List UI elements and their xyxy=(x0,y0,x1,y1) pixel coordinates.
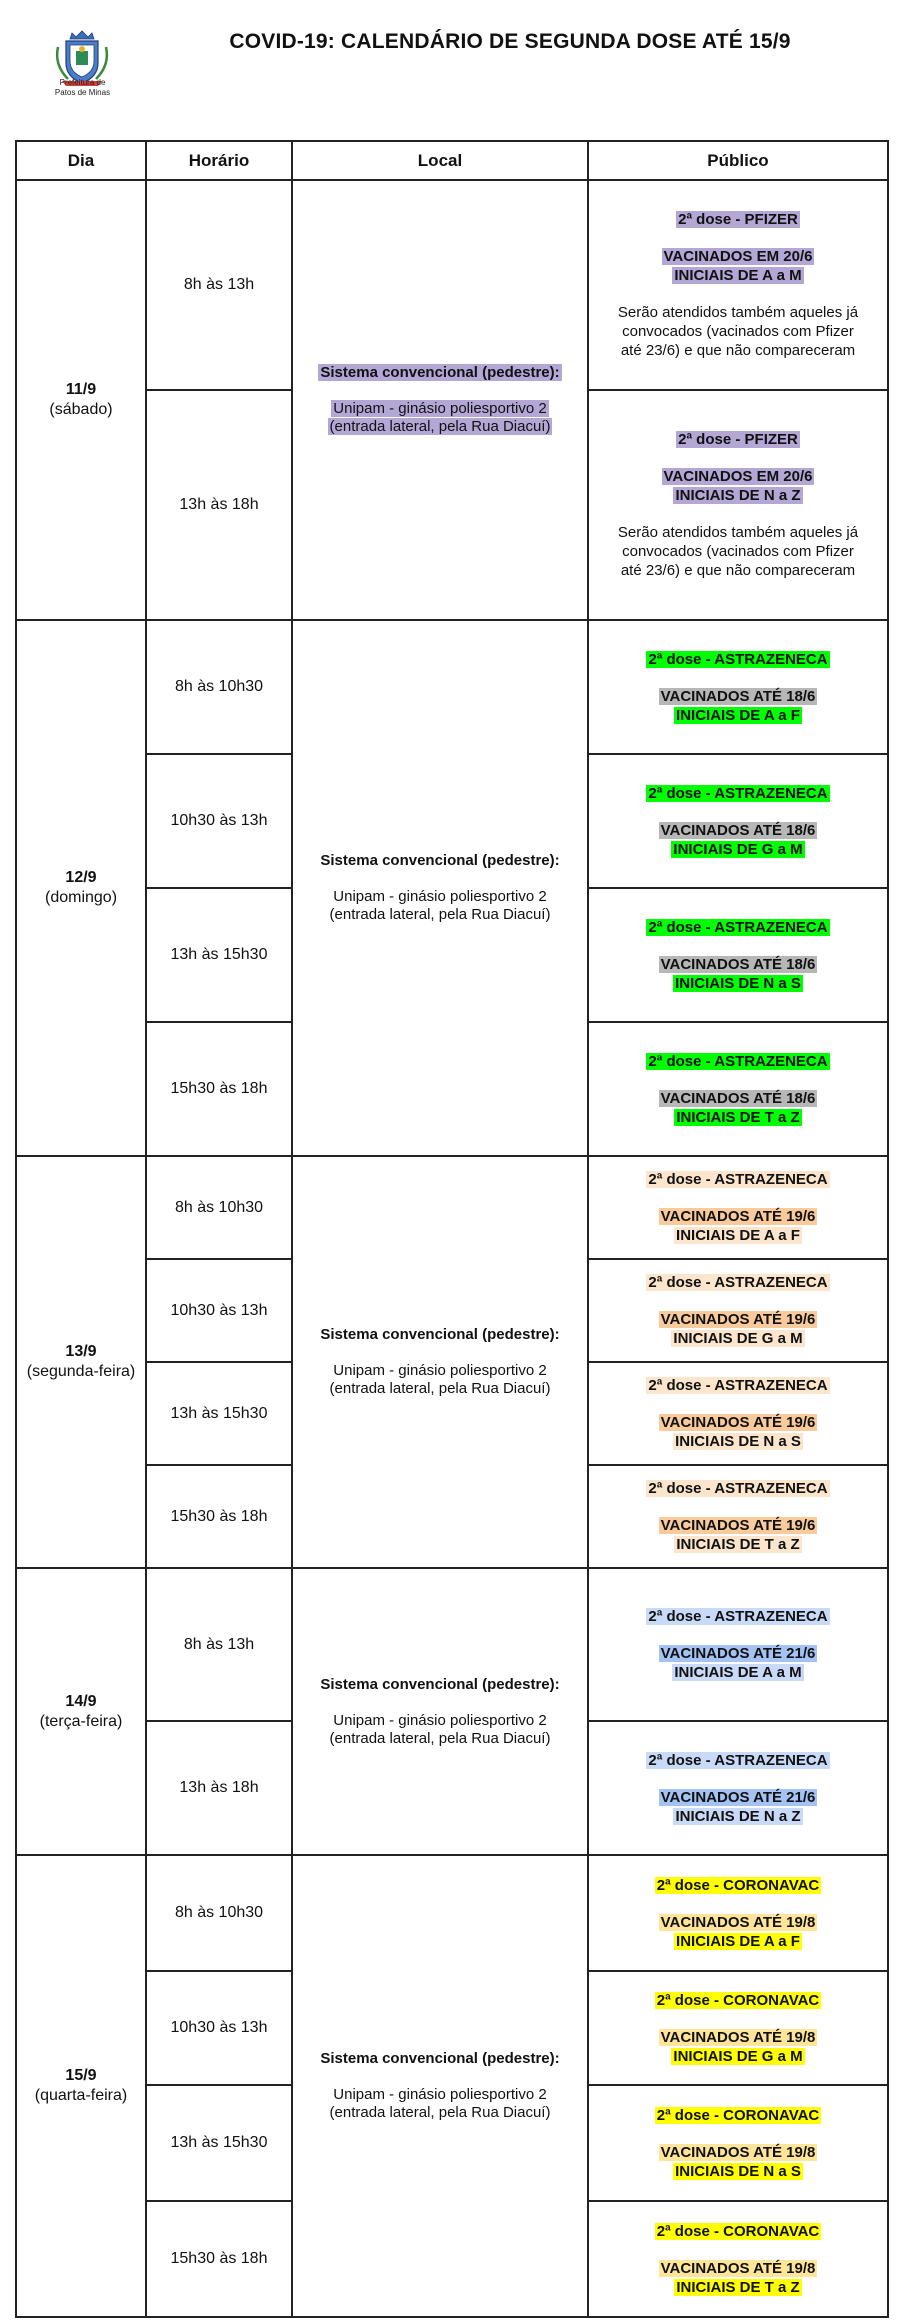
initials-label: INICIAIS DE N a Z xyxy=(675,1807,801,1825)
initials-label: INICIAIS DE G a M xyxy=(673,840,803,858)
location-title: Sistema convencional (pedestre): xyxy=(320,852,560,869)
day-date: 15/9 xyxy=(65,2067,97,2084)
initials-label: INICIAIS DE N a S xyxy=(675,1433,801,1450)
page-title: COVID-19: CALENDÁRIO DE SEGUNDA DOSE ATÉ 15/9 xyxy=(229,30,791,53)
audience-cell xyxy=(588,1259,888,1362)
location-title: Sistema convencional (pedestre): xyxy=(320,1675,560,1693)
day-weekday: (terça-feira) xyxy=(39,1712,123,1730)
dose-label: 2ª dose - CORONAVAC xyxy=(656,1876,820,1894)
audience-cell xyxy=(588,754,888,888)
time-cell: 8h às 13h xyxy=(146,180,292,390)
dose-label: 2ª dose - ASTRAZENECA xyxy=(648,1608,828,1625)
location-title: Sistema convencional (pedestre): xyxy=(320,2050,560,2067)
audience-cell xyxy=(588,1156,888,1259)
time-cell: 15h30 às 18h xyxy=(146,1022,292,1156)
dose-label: 2ª dose - ASTRAZENECA xyxy=(648,1377,828,1394)
day-cell xyxy=(16,1855,146,2317)
vaccinated-label: VACINADOS ATÉ 19/8 xyxy=(660,2143,816,2161)
dose-label: 2ª dose - PFIZER xyxy=(678,211,798,228)
location-line: Unipam - ginásio poliesportivo 2 xyxy=(333,400,547,417)
audience-cell xyxy=(588,1855,888,1971)
initials-label: INICIAIS DE G a M xyxy=(673,2047,803,2065)
initials-label: INICIAIS DE T a Z xyxy=(676,2278,800,2296)
day-cell xyxy=(16,180,146,620)
day-weekday: (sábado) xyxy=(49,401,113,418)
location-cell xyxy=(292,1156,588,1568)
vaccinated-label: VACINADOS ATÉ 18/6 xyxy=(660,821,816,839)
column-header-local: Local xyxy=(292,141,588,180)
table-row xyxy=(16,620,888,754)
location-line: Unipam - ginásio poliesportivo 2 xyxy=(333,888,547,905)
time-cell: 8h às 10h30 xyxy=(146,1855,292,1971)
location-line: (entrada lateral, pela Rua Diacuí) xyxy=(329,2104,551,2121)
initials-label: INICIAIS DE G a M xyxy=(673,1330,803,1347)
location-title: Sistema convencional (pedestre): xyxy=(320,364,560,381)
time-cell: 13h às 15h30 xyxy=(146,2085,292,2201)
initials-label: INICIAIS DE A a M xyxy=(674,267,802,284)
time-cell: 8h às 10h30 xyxy=(146,620,292,754)
time-cell: 13h às 15h30 xyxy=(146,1362,292,1465)
initials-label: INICIAIS DE T a Z xyxy=(676,1108,800,1126)
time-cell: 15h30 às 18h xyxy=(146,1465,292,1568)
day-date: 13/9 xyxy=(65,1343,97,1360)
location-cell xyxy=(292,180,588,620)
vaccinated-label: VACINADOS ATÉ 19/6 xyxy=(660,1414,816,1431)
location-line: (entrada lateral, pela Rua Diacuí) xyxy=(329,418,551,435)
day-weekday: (domingo) xyxy=(44,889,118,906)
initials-label: INICIAIS DE A a M xyxy=(674,1664,802,1681)
dose-label: 2ª dose - ASTRAZENECA xyxy=(648,784,828,802)
audience-cell xyxy=(588,390,888,620)
time-cell: 10h30 às 13h xyxy=(146,1971,292,2085)
dose-label: 2ª dose - CORONAVAC xyxy=(656,2222,820,2240)
audience-cell xyxy=(588,888,888,1022)
location-line: (entrada lateral, pela Rua Diacuí) xyxy=(329,1729,551,1747)
dose-label: 2ª dose - CORONAVAC xyxy=(656,2106,820,2124)
time-cell: 13h às 18h xyxy=(146,1721,292,1855)
day-cell xyxy=(16,1156,146,1568)
vaccinated-label: VACINADOS ATÉ 19/6 xyxy=(660,1208,816,1225)
dose-label: 2ª dose - ASTRAZENECA xyxy=(648,1052,828,1070)
vaccinated-label: VACINADOS ATÉ 19/8 xyxy=(660,2028,816,2046)
initials-label: INICIAIS DE N a S xyxy=(675,974,801,992)
time-cell: 10h30 às 13h xyxy=(146,1259,292,1362)
day-date: 12/9 xyxy=(65,869,97,886)
location-title: Sistema convencional (pedestre): xyxy=(320,1326,560,1343)
vaccinated-label: VACINADOS ATÉ 18/6 xyxy=(660,1089,816,1107)
vaccinated-label: VACINADOS ATÉ 21/6 xyxy=(660,1788,816,1806)
audience-cell xyxy=(588,1568,888,1721)
dose-label: 2ª dose - PFIZER xyxy=(678,431,798,448)
audience-cell xyxy=(588,1971,888,2085)
vaccinated-label: VACINADOS ATÉ 19/6 xyxy=(660,1517,816,1534)
audience-cell xyxy=(588,620,888,754)
location-line: Unipam - ginásio poliesportivo 2 xyxy=(333,2086,547,2103)
location-line: (entrada lateral, pela Rua Diacuí) xyxy=(329,906,551,923)
time-cell: 10h30 às 13h xyxy=(146,754,292,888)
audience-cell xyxy=(588,180,888,390)
dose-label: 2ª dose - ASTRAZENECA xyxy=(648,918,828,936)
page-header xyxy=(0,0,907,130)
schedule-table xyxy=(15,140,889,2318)
time-cell: 8h às 13h xyxy=(146,1568,292,1721)
vaccinated-label: VACINADOS EM 20/6 xyxy=(663,248,813,265)
vaccinated-label: VACINADOS ATÉ 21/6 xyxy=(660,1645,816,1662)
initials-label: INICIAIS DE N a Z xyxy=(675,487,801,504)
audience-cell xyxy=(588,1465,888,1568)
table-header-row xyxy=(16,141,888,180)
note-line: convocados (vacinados com Pfizer xyxy=(622,543,854,560)
initials-label: INICIAIS DE A a F xyxy=(676,1932,800,1950)
logo-caption: Prefeitura de Patos de Minas xyxy=(54,78,111,97)
location-line: Unipam - ginásio poliesportivo 2 xyxy=(333,1711,547,1729)
note-line: convocados (vacinados com Pfizer xyxy=(622,323,854,340)
dose-label: 2ª dose - ASTRAZENECA xyxy=(648,650,828,668)
schedule-body xyxy=(16,180,888,2317)
audience-cell xyxy=(588,1721,888,1855)
dose-label: 2ª dose - CORONAVAC xyxy=(656,1991,820,2009)
location-cell xyxy=(292,1568,588,1855)
note-line: até 23/6) e que não compareceram xyxy=(620,342,856,359)
note-line: Serão atendidos também aqueles já xyxy=(617,524,859,541)
location-cell xyxy=(292,1855,588,2317)
day-cell xyxy=(16,1568,146,1855)
day-date: 14/9 xyxy=(65,1692,97,1710)
dose-label: 2ª dose - ASTRAZENECA xyxy=(648,1480,828,1497)
audience-cell xyxy=(588,2201,888,2317)
dose-label: 2ª dose - ASTRAZENECA xyxy=(648,1171,828,1188)
vaccinated-label: VACINADOS ATÉ 19/8 xyxy=(660,2259,816,2277)
note-line: até 23/6) e que não compareceram xyxy=(620,562,856,579)
time-cell: 15h30 às 18h xyxy=(146,2201,292,2317)
note-line: Serão atendidos também aqueles já xyxy=(617,304,859,321)
day-date: 11/9 xyxy=(65,381,97,398)
location-cell xyxy=(292,620,588,1156)
day-cell xyxy=(16,620,146,1156)
initials-label: INICIAIS DE T a Z xyxy=(676,1536,800,1553)
initials-label: INICIAIS DE A a F xyxy=(676,1227,800,1244)
location-line: Unipam - ginásio poliesportivo 2 xyxy=(333,1362,547,1379)
column-header-publico: Público xyxy=(588,141,888,180)
day-weekday: (quarta-feira) xyxy=(34,2087,128,2104)
vaccinated-label: VACINADOS EM 20/6 xyxy=(663,468,813,485)
vaccinated-label: VACINADOS ATÉ 18/6 xyxy=(660,687,816,705)
column-header-horario: Horário xyxy=(146,141,292,180)
vaccinated-label: VACINADOS ATÉ 18/6 xyxy=(660,955,816,973)
time-cell: 13h às 15h30 xyxy=(146,888,292,1022)
time-cell: 8h às 10h30 xyxy=(146,1156,292,1259)
dose-label: 2ª dose - ASTRAZENECA xyxy=(648,1274,828,1291)
day-weekday: (segunda-feira) xyxy=(26,1363,136,1380)
audience-cell xyxy=(588,1022,888,1156)
table-row xyxy=(16,180,888,390)
dose-label: 2ª dose - ASTRAZENECA xyxy=(648,1751,828,1769)
column-header-dia: Dia xyxy=(16,141,146,180)
audience-cell xyxy=(588,1362,888,1465)
audience-cell xyxy=(588,2085,888,2201)
table-row xyxy=(16,1156,888,1259)
table-row xyxy=(16,1855,888,1971)
initials-label: INICIAIS DE A a F xyxy=(676,706,800,724)
location-line: (entrada lateral, pela Rua Diacuí) xyxy=(329,1380,551,1397)
initials-label: INICIAIS DE N a S xyxy=(675,2162,801,2180)
time-cell: 13h às 18h xyxy=(146,390,292,620)
table-row xyxy=(16,1568,888,1721)
vaccinated-label: VACINADOS ATÉ 19/6 xyxy=(660,1311,816,1328)
vaccinated-label: VACINADOS ATÉ 19/8 xyxy=(660,1913,816,1931)
